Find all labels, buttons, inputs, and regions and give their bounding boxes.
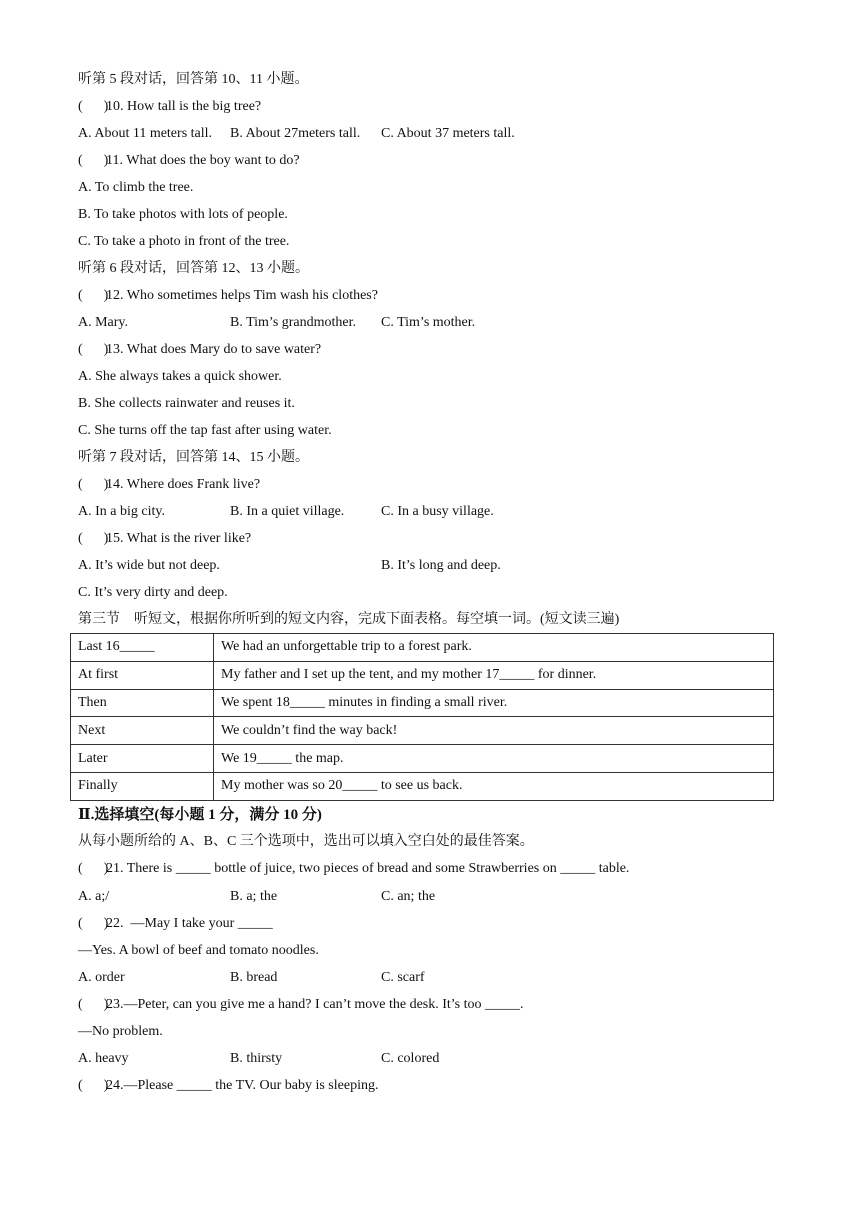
q14-option-c: C. In a busy village.	[381, 504, 494, 519]
question-text: 10. How tall is the big tree?	[106, 99, 262, 114]
q13-option-b: B. She collects rainwater and reuses it.	[78, 396, 295, 411]
question-23	[78, 996, 524, 1014]
table-cell-label: Next	[71, 717, 214, 745]
table-cell-content: We spent 18_____ minutes in finding a small river.	[214, 689, 774, 717]
table-cell-content: We had an unforgettable trip to a forest park.	[214, 634, 774, 662]
table-cell-label: Later	[71, 745, 214, 773]
answer-blank[interactable]: ( )	[78, 342, 109, 357]
q12-option-a: A. Mary.	[78, 315, 129, 330]
q23-option-a: A. heavy	[78, 1051, 129, 1066]
question-text: 21. There is _____ bottle of juice, two pieces of bread and some Strawberries on _____ table.	[106, 861, 630, 876]
q10-option-c: C. About 37 meters tall.	[381, 126, 515, 141]
question-10	[78, 98, 261, 116]
question-14	[78, 476, 260, 494]
question-text: 23.—Peter, can you give me a hand? I can’t move the desk. It’s too _____.	[106, 997, 524, 1012]
q23-option-c: C. colored	[381, 1051, 440, 1066]
question-12	[78, 287, 378, 305]
q22-reply: —Yes. A bowl of beef and tomato noodles.	[78, 943, 319, 958]
answer-blank[interactable]: ( )	[78, 916, 109, 931]
answer-blank[interactable]: ( )	[78, 99, 109, 114]
part-2-title: Ⅱ.选择填空(每小题 1 分，满分 10 分)	[78, 807, 322, 823]
question-13	[78, 341, 321, 359]
section-3-header: 第三节 听短文，根据你所听到的短文内容，完成下面表格。每空填一词。(短文读三遍)	[78, 612, 620, 627]
question-text: 24.—Please _____ the TV. Our baby is sleeping.	[106, 1078, 379, 1093]
section-header-dialog-5: 听第 5 段对话，回答第 10、11 小题。	[78, 72, 309, 87]
q13-option-c: C. She turns off the tap fast after using water.	[78, 423, 332, 438]
table-cell-label: Then	[71, 689, 214, 717]
q21-option-b: B. a; the	[230, 889, 278, 904]
answer-blank[interactable]: ( )	[78, 531, 109, 546]
question-text: 12. Who sometimes helps Tim wash his clothes?	[106, 288, 378, 303]
answer-blank[interactable]: ( )	[78, 288, 109, 303]
question-text: 13. What does Mary do to save water?	[106, 342, 322, 357]
fill-in-table	[70, 633, 774, 801]
q13-option-a: A. She always takes a quick shower.	[78, 369, 282, 384]
answer-blank[interactable]: ( )	[78, 861, 109, 876]
answer-blank[interactable]: ( )	[78, 1078, 109, 1093]
question-24	[78, 1077, 378, 1095]
q12-option-c: C. Tim’s mother.	[381, 315, 476, 330]
table-cell-label: Last 16_____	[71, 634, 214, 662]
section-header-dialog-7: 听第 7 段对话，回答第 14、15 小题。	[78, 450, 309, 465]
q22-option-b: B. bread	[230, 970, 278, 985]
q15-option-b: B. It’s long and deep.	[381, 558, 501, 573]
question-15	[78, 530, 251, 548]
answer-blank[interactable]: ( )	[78, 153, 109, 168]
question-11	[78, 152, 300, 170]
q12-option-b: B. Tim’s grandmother.	[230, 315, 357, 330]
question-22	[78, 915, 273, 933]
q10-option-a: A. About 11 meters tall.	[78, 126, 213, 141]
q23-reply: —No problem.	[78, 1024, 163, 1039]
q15-option-c: C. It’s very dirty and deep.	[78, 585, 228, 600]
table-row	[71, 717, 774, 745]
table-row	[71, 634, 774, 662]
q15-option-a: A. It’s wide but not deep.	[78, 558, 220, 573]
table-cell-content: We 19_____ the map.	[214, 745, 774, 773]
answer-blank[interactable]: ( )	[78, 477, 109, 492]
q14-option-b: B. In a quiet village.	[230, 504, 345, 519]
table-row	[71, 689, 774, 717]
question-text: 11. What does the boy want to do?	[106, 153, 300, 168]
q14-option-a: A. In a big city.	[78, 504, 165, 519]
section-header-dialog-6: 听第 6 段对话，回答第 12、13 小题。	[78, 261, 309, 276]
q11-option-a: A. To climb the tree.	[78, 180, 194, 195]
q23-option-b: B. thirsty	[230, 1051, 283, 1066]
q21-option-c: C. an; the	[381, 889, 436, 904]
table-cell-content: We couldn’t find the way back!	[214, 717, 774, 745]
q10-option-b: B. About 27meters tall.	[230, 126, 361, 141]
table-row	[71, 745, 774, 773]
question-text: 15. What is the river like?	[106, 531, 252, 546]
table-row	[71, 772, 774, 800]
question-text: 22. —May I take your _____	[106, 916, 273, 931]
q11-option-b: B. To take photos with lots of people.	[78, 207, 288, 222]
answer-blank[interactable]: ( )	[78, 997, 109, 1012]
table-cell-content: My mother was so 20_____ to see us back.	[214, 772, 774, 800]
table-row	[71, 661, 774, 689]
q21-option-a: A. a;/	[78, 889, 110, 904]
question-text: 14. Where does Frank live?	[106, 477, 261, 492]
part-2-instructions: 从每小题所给的 A、B、C 三个选项中，选出可以填入空白处的最佳答案。	[78, 834, 534, 849]
table-cell-label: Finally	[71, 772, 214, 800]
table-cell-content: My father and I set up the tent, and my mother 17_____ for dinner.	[214, 661, 774, 689]
table-cell-label: At first	[71, 661, 214, 689]
question-21	[78, 860, 629, 878]
q22-option-c: C. scarf	[381, 970, 425, 985]
q22-option-a: A. order	[78, 970, 125, 985]
q11-option-c: C. To take a photo in front of the tree.	[78, 234, 290, 249]
